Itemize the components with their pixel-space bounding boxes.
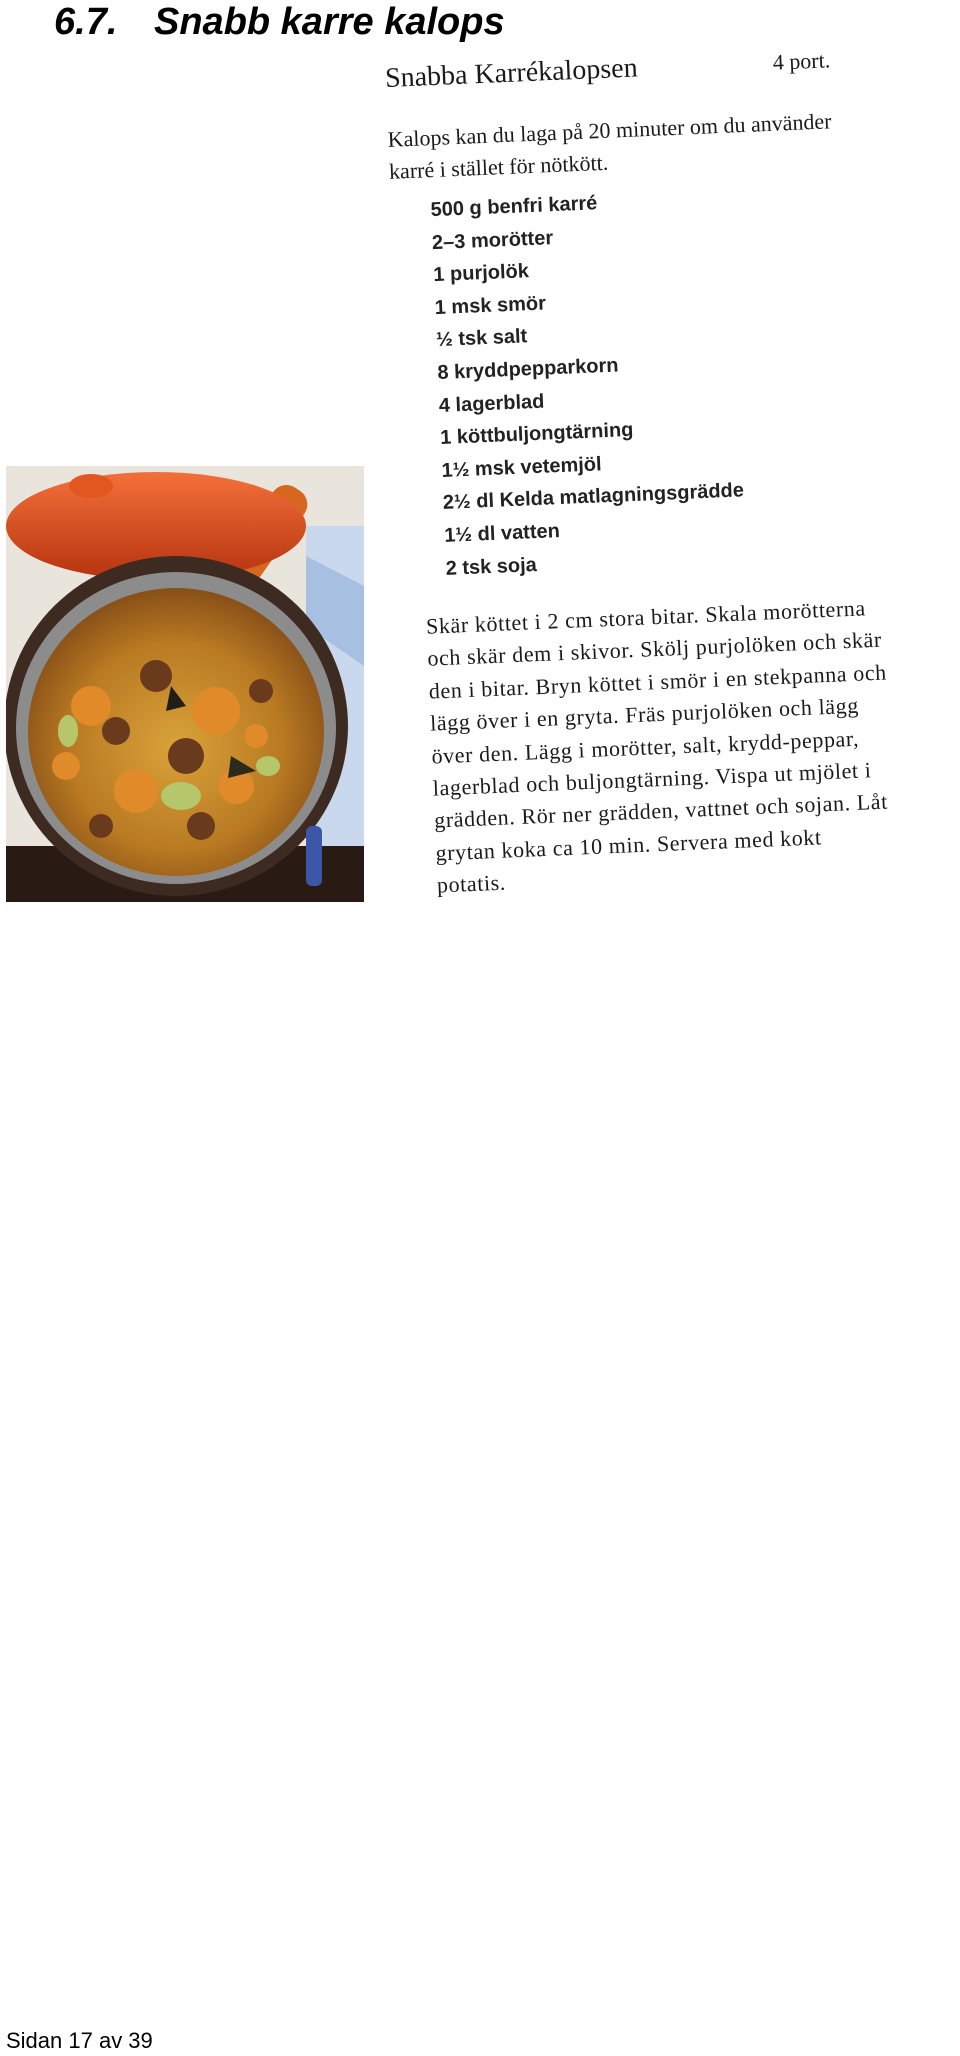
ingredient-list [430, 182, 747, 585]
ingredient-item: 8 kryddpepparkorn [437, 354, 619, 385]
recipe-scan [384, 32, 899, 901]
recipe-instructions: Skär köttet i 2 cm stora bitar. Skala morötterna och skär dem i skivor. Skölj purjolöken och skär den i bitar. Bryn köttet i smör i en stekpanna och lägg över i en gryta. Fräs purjolöken och lägg över den. Lägg i morötter, salt, krydd-peppar, lagerblad och buljongtärning. Vispa ut mjölet i grädden. Rör ner grädden, vattnet och sojan. Låt grytan koka ca 10 min. Servera med kokt potatis. [425, 595, 889, 898]
page-number: Sidan 17 av 39 [6, 2028, 153, 2053]
recipe-title: Snabba Karrékalopsen [384, 52, 639, 94]
ingredient-item: 500 g benfri karré [430, 192, 598, 222]
section-heading [54, 0, 505, 44]
ingredient-item: 2 tsk soja [445, 553, 538, 580]
ingredient-item: 1½ msk vetemjöl [441, 453, 602, 482]
recipe-intro: Kalops kan du laga på 20 minuter om du använder karré i stället för nötkött. [387, 108, 832, 184]
section-number: 6.7. [54, 1, 118, 43]
recipe-portions: 4 port. [772, 47, 831, 75]
casserole-photo [6, 466, 364, 902]
ingredient-item: 2–3 morötter [431, 226, 554, 254]
ingredient-item: 4 lagerblad [438, 390, 545, 417]
ingredient-item: 2½ dl Kelda matlagningsgrädde [442, 479, 745, 515]
ingredient-item: 1 köttbuljongtärning [439, 419, 634, 450]
casserole-illustration [6, 466, 364, 902]
ingredient-item: 1 msk smör [434, 292, 547, 319]
ingredient-item: ½ tsk salt [435, 325, 528, 352]
ingredient-item: 1 purjolök [432, 260, 530, 287]
ingredient-item: 1½ dl vatten [443, 520, 561, 547]
section-title: Snabb karre kalops [154, 1, 505, 43]
